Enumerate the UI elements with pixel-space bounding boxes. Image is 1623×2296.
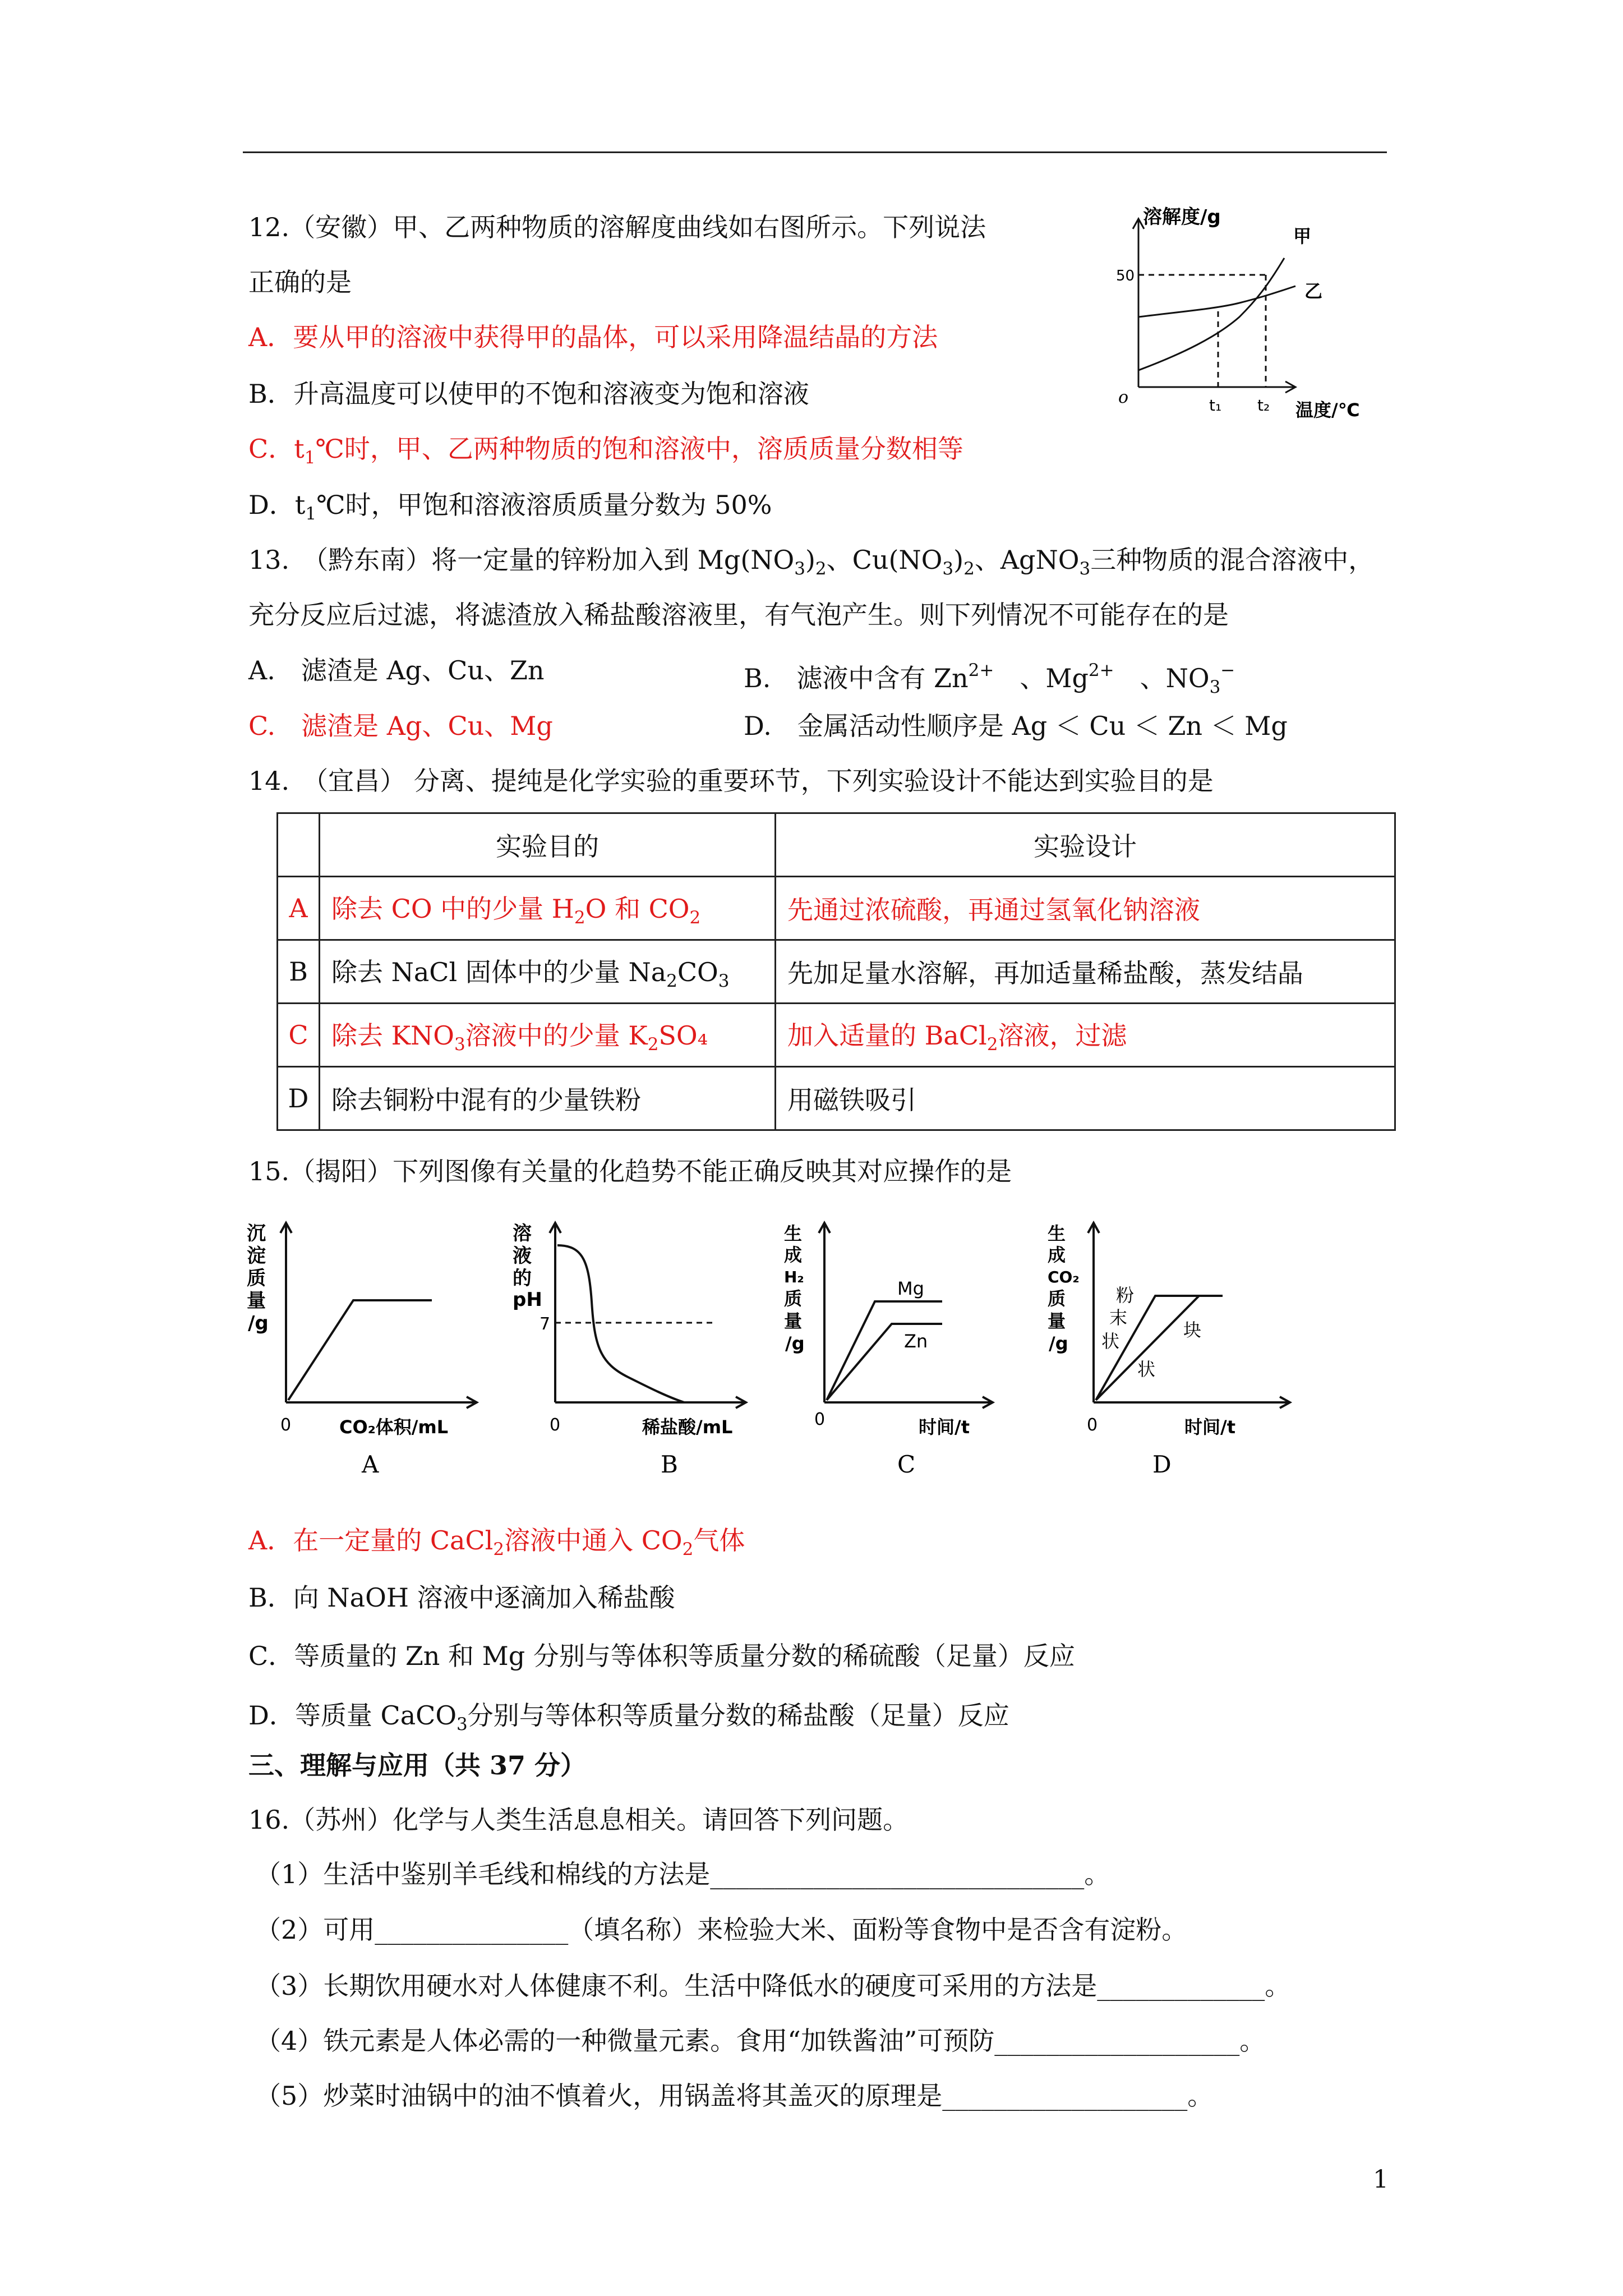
svg-text:生: 生 <box>784 1223 803 1244</box>
header-rule <box>243 151 1387 153</box>
section-3-heading: 三、理解与应用（共 37 分） <box>248 1750 587 1780</box>
q15-graph-c <box>780 1217 1026 1487</box>
q12-y50-label: 50 <box>1116 268 1135 284</box>
q15-c-xlabel: 时间/t <box>919 1416 970 1438</box>
q12-origin-label: o <box>1118 388 1129 407</box>
q13-stem-line2: 充分反应后过滤，将滤渣放入稀盐酸溶液里，有气泡产生。则下列情况不可能存在的是 <box>248 600 1229 630</box>
svg-text:量: 量 <box>1048 1310 1066 1332</box>
svg-text:块: 块 <box>1183 1319 1202 1341</box>
q15-b-origin: 0 <box>550 1415 561 1435</box>
q12-stem-line2: 正确的是 <box>248 267 352 297</box>
table-row: C 除去 $KNO_3$溶液中的少量 $K_2SO_4$ 加入适量的 BaCl$_2$溶液，过滤 <box>278 1004 1395 1067</box>
q12-option-b: B．升高温度可以使甲的不饱和溶液变为饱和溶液 <box>248 379 809 409</box>
q12-t1-label: t₁ <box>1209 396 1222 415</box>
q15-d-ylabel <box>1048 1223 1080 1354</box>
q15-c-mg-label: Mg <box>897 1278 924 1299</box>
svg-text:/g: /g <box>248 1312 269 1335</box>
q15-option-b: B．向 NaOH 溶液中逐滴加入稀盐酸 <box>248 1582 675 1613</box>
q15-option-c: C．等质量的 Zn 和 Mg 分别与等体积等质量分数的稀硫酸（足量）反应 <box>248 1641 1075 1671</box>
page-number: 1 <box>1373 2165 1389 2194</box>
svg-text:质: 质 <box>247 1267 266 1290</box>
q12-option-a: A．要从甲的溶液中获得甲的晶体，可以采用降温结晶的方法 <box>248 322 938 352</box>
svg-text:质: 质 <box>784 1288 803 1309</box>
svg-text:CO₂: CO₂ <box>1048 1268 1080 1286</box>
q15-d-xlabel: 时间/t <box>1184 1416 1235 1438</box>
svg-text:/g: /g <box>1049 1333 1068 1354</box>
svg-text:成: 成 <box>784 1244 803 1266</box>
svg-text:量: 量 <box>247 1290 266 1312</box>
q15-b-caption: B <box>661 1451 678 1478</box>
svg-text:pH: pH <box>513 1289 542 1311</box>
q12-xlabel: 温度/℃ <box>1295 399 1360 421</box>
q15-stem: 15.（揭阳）下列图像有关量的化趋势不能正确反映其对应操作的是 <box>248 1156 1012 1186</box>
table-row: A 除去 CO 中的少量 $H_2O$ 和 $CO_2$ 先通过浓硫酸，再通过氢氧化钠溶液 <box>278 877 1395 940</box>
q15-a-xlabel: CO₂体积/mL <box>339 1416 449 1438</box>
q16-part-5: （5）炒菜时油锅中的油不慎着火，用锅盖将其盖灭的原理是___________________。 <box>255 2081 1214 2111</box>
q12-option-c: C．$t_1℃$时，甲、乙两种物质的饱和溶液中，溶质质量分数相等 <box>248 434 963 468</box>
svg-text:粉: 粉 <box>1116 1285 1135 1306</box>
q12-stem-line1: 12.（安徽）甲、乙两种物质的溶解度曲线如右图所示。下列说法 <box>248 212 986 242</box>
q15-c-ylabel <box>784 1223 805 1354</box>
q13-option-b: B. 滤液中含有 $Zn^{2+}$ 、$Mg^{2+}$ 、$NO_3^-$ <box>744 660 1235 697</box>
q15-b-ph7-label: 7 <box>540 1314 551 1334</box>
q15-c-origin: 0 <box>814 1410 826 1429</box>
svg-text:状: 状 <box>1101 1331 1120 1352</box>
table-row: D 除去铜粉中混有的少量铁粉 用磁铁吸引 <box>278 1067 1395 1130</box>
q15-d-caption: D <box>1152 1451 1172 1478</box>
q15-a-ylabel <box>247 1222 269 1335</box>
q15-b-xlabel: 稀盐酸/mL <box>642 1416 733 1438</box>
svg-text:淀: 淀 <box>247 1245 266 1267</box>
q15-graph-a <box>241 1217 482 1487</box>
q12-ylabel: 溶解度/g <box>1143 206 1221 228</box>
svg-text:生: 生 <box>1048 1223 1066 1244</box>
svg-text:的: 的 <box>513 1267 532 1290</box>
q12-curve-jia-label: 甲 <box>1293 226 1312 247</box>
table-row: B 除去 NaCl 固体中的少量 $Na_2CO_3$ 先加足量水溶解，再加适量稀盐酸，蒸发结晶 <box>278 940 1395 1004</box>
q15-option-a: A．在一定量的 CaCl$_2$溶液中通入 $CO_2$气体 <box>248 1525 745 1559</box>
q13-option-d: D. 金属活动性顺序是 Ag ＜ Cu ＜ Zn ＜ Mg <box>744 711 1288 741</box>
q15-d-origin: 0 <box>1087 1415 1098 1435</box>
table-header-row <box>278 813 1395 877</box>
q16-part-1: （1）生活中鉴别羊毛线和棉线的方法是_____________________________。 <box>255 1859 1110 1889</box>
q12-option-d: D．$t_1℃$时，甲饱和溶液溶质质量分数为 50% <box>248 490 772 524</box>
header-purpose: 实验目的 <box>320 813 776 877</box>
q14-stem: 14. （宜昌） 分离、提纯是化学实验的重要环节，下列实验设计不能达到实验目的是 <box>248 766 1214 796</box>
q15-c-zn-label: Zn <box>904 1331 928 1352</box>
svg-text:溶: 溶 <box>513 1222 532 1245</box>
q16-stem: 16.（苏州）化学与人类生活息息相关。请回答下列问题。 <box>248 1805 909 1835</box>
q14-experiment-table <box>276 812 1396 1131</box>
svg-text:成: 成 <box>1048 1244 1066 1266</box>
q16-part-4: （4）铁元素是人体必需的一种微量元素。食用“加铁酱油”可预防___________________。 <box>255 2026 1266 2056</box>
q15-a-origin: 0 <box>280 1415 292 1435</box>
svg-text:量: 量 <box>784 1310 803 1332</box>
svg-text:质: 质 <box>1048 1288 1066 1309</box>
svg-text:末: 末 <box>1109 1307 1128 1328</box>
q13-option-c: C. 滤渣是 Ag、Cu、Mg <box>248 711 553 741</box>
q15-a-caption: A <box>362 1451 379 1478</box>
svg-text:液: 液 <box>513 1245 532 1267</box>
q12-t2-label: t₂ <box>1257 396 1270 415</box>
q16-part-3: （3）长期饮用硬水对人体健康不利。生活中降低水的硬度可采用的方法是_____________。 <box>255 1971 1291 2001</box>
q15-graph-b <box>505 1217 751 1487</box>
svg-text:/g: /g <box>785 1333 805 1354</box>
q15-option-d: D．等质量 CaCO$_3$分别与等体积等质量分数的稀盐酸（足量）反应 <box>248 1700 1009 1734</box>
q12-solubility-graph <box>1116 202 1385 426</box>
q15-b-ylabel <box>513 1222 542 1311</box>
q15-graph-d <box>1043 1217 1301 1487</box>
svg-text:沉: 沉 <box>247 1222 266 1245</box>
q12-curve-yi-label: 乙 <box>1304 280 1323 302</box>
q13-stem-line1: 13. （黔东南）将一定量的锌粉加入到 $Mg(NO_3)_2$、$Cu(NO_3)_2$、AgNO$_3$三种物质的混合溶液中， <box>248 545 1375 579</box>
svg-text:状: 状 <box>1137 1359 1156 1380</box>
q16-part-2: （2）可用_______________（填名称）来检验大米、面粉等食物中是否含有淀粉。 <box>255 1915 1188 1945</box>
svg-text:H₂: H₂ <box>784 1268 804 1286</box>
q13-option-a: A. 滤渣是 Ag、Cu、Zn <box>248 655 545 685</box>
q15-c-caption: C <box>897 1451 916 1478</box>
header-design: 实验设计 <box>776 813 1395 877</box>
